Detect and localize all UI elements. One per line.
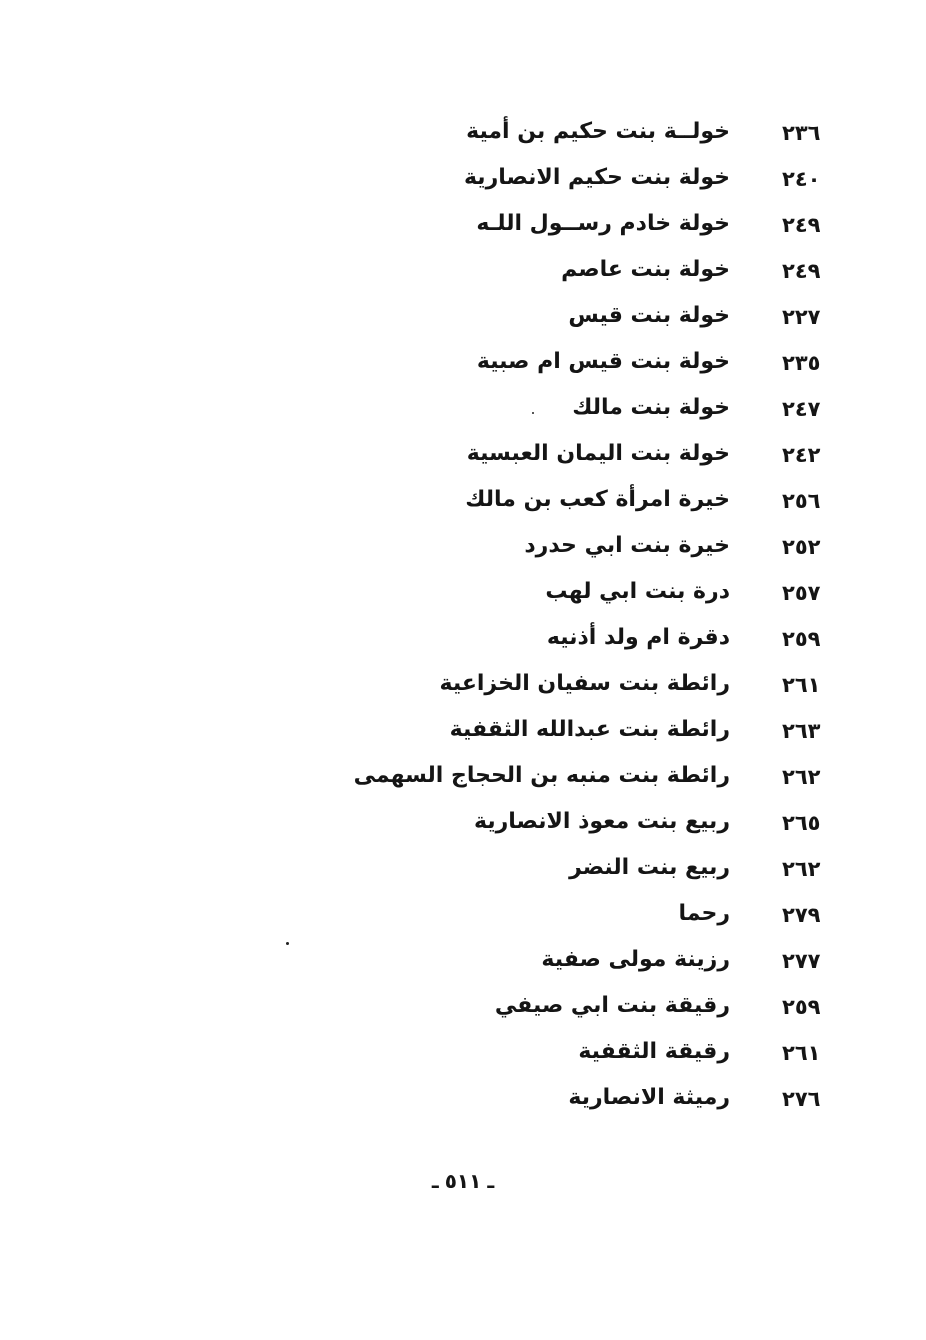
entry-name: خولة بنت مالك bbox=[572, 395, 730, 420]
entry-name: رقيقة بنت ابي صيفي bbox=[494, 993, 730, 1018]
page-ref: ٢٦١ bbox=[782, 673, 821, 697]
list-item bbox=[0, 618, 926, 664]
entry-name: خولة بنت قيس ام صبية bbox=[476, 349, 730, 374]
page-ref: ٢٢٧ bbox=[782, 305, 821, 329]
list-item bbox=[0, 342, 926, 388]
list-item bbox=[0, 388, 926, 434]
entry-name: خولة بنت عاصم bbox=[561, 257, 730, 282]
list-item bbox=[0, 664, 926, 710]
list-item bbox=[0, 986, 926, 1032]
page-ref: ٢٤٢ bbox=[782, 443, 821, 467]
entry-name: خيرة امرأة كعب بن مالك bbox=[465, 487, 730, 512]
entry-name: خولة بنت حكيم الانصارية bbox=[463, 165, 730, 190]
list-item bbox=[0, 1032, 926, 1078]
list-item bbox=[0, 756, 926, 802]
page-number-value: ٥١١ bbox=[444, 1169, 482, 1193]
list-item bbox=[0, 250, 926, 296]
page-ref: ٢٤٩ bbox=[782, 213, 821, 237]
page-number-dash-right: ـ bbox=[487, 1169, 495, 1193]
page-ref: ٢٧٩ bbox=[782, 903, 821, 927]
entry-name: دقرة ام ولد أذنيه bbox=[546, 625, 730, 650]
page-ref: ٢٣٥ bbox=[782, 351, 821, 375]
entry-name: رائطة بنت عبدالله الثقفية bbox=[449, 717, 730, 742]
entry-name: رائطة بنت منبه بن الحجاج السهمى bbox=[353, 763, 730, 788]
entry-name: رميثة الانصارية bbox=[568, 1085, 730, 1110]
page-ref: ٢٣٦ bbox=[782, 121, 821, 145]
page-ref: ٢٦٥ bbox=[782, 811, 821, 835]
entry-name: خولــة بنت حكيم بن أمية bbox=[466, 119, 730, 144]
scan-speck bbox=[286, 942, 289, 945]
entry-name: رحما bbox=[678, 901, 730, 926]
list-item bbox=[0, 894, 926, 940]
page-ref: ٢٥٦ bbox=[782, 489, 821, 513]
list-item bbox=[0, 526, 926, 572]
page-ref: ٢٦١ bbox=[782, 1041, 821, 1065]
list-item bbox=[0, 710, 926, 756]
page-ref: ٢٦٢ bbox=[782, 765, 821, 789]
entry-name: رزينة مولى صفية bbox=[541, 947, 730, 972]
list-item bbox=[0, 848, 926, 894]
entry-name: ربيع بنت معوذ الانصارية bbox=[474, 809, 730, 834]
entry-name: خولة بنت اليمان العبسية bbox=[466, 441, 730, 466]
entry-name: خيرة بنت ابي حدرد bbox=[524, 533, 730, 558]
page-ref: ٢٧٧ bbox=[782, 949, 821, 973]
list-item bbox=[0, 940, 926, 986]
list-item bbox=[0, 434, 926, 480]
page-ref: ٢٤٠ bbox=[782, 167, 821, 191]
list-item bbox=[0, 802, 926, 848]
entry-name: خولة خادم رســول اللـه bbox=[476, 211, 730, 236]
entry-name: ربيع بنت النضر bbox=[569, 855, 730, 880]
page-ref: ٢٥٩ bbox=[782, 627, 821, 651]
entry-name: رائطة بنت سفيان الخزاعية bbox=[439, 671, 730, 696]
list-item bbox=[0, 1078, 926, 1124]
page-ref: ٢٧٦ bbox=[782, 1087, 821, 1111]
page-ref: ٢٦٢ bbox=[782, 857, 821, 881]
page-number bbox=[0, 1166, 926, 1196]
list-item bbox=[0, 204, 926, 250]
page-ref: ٢٥٧ bbox=[782, 581, 821, 605]
scan-speck bbox=[532, 412, 534, 414]
list-item bbox=[0, 480, 926, 526]
page-ref: ٢٤٩ bbox=[782, 259, 821, 283]
entry-name: رقيقة الثقفية bbox=[578, 1039, 730, 1064]
names-index-list bbox=[0, 112, 926, 1124]
entry-name: خولة بنت قيس bbox=[568, 303, 730, 328]
page-ref: ٢٥٩ bbox=[782, 995, 821, 1019]
list-item bbox=[0, 158, 926, 204]
list-item bbox=[0, 572, 926, 618]
entry-name: درة بنت ابي لهب bbox=[545, 579, 730, 604]
page-ref: ٢٥٢ bbox=[782, 535, 821, 559]
list-item bbox=[0, 296, 926, 342]
list-item bbox=[0, 112, 926, 158]
page-ref: ٢٦٣ bbox=[782, 719, 821, 743]
page-number-dash-left: ـ bbox=[431, 1169, 439, 1193]
page-ref: ٢٤٧ bbox=[782, 397, 821, 421]
